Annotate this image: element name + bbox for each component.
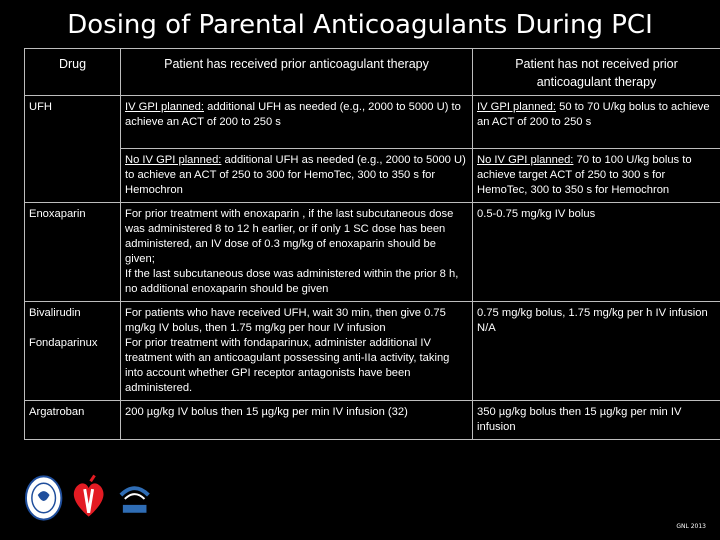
biv-fonda-prior	[121, 302, 473, 401]
aha-heart-logo	[69, 473, 108, 523]
society-logos	[24, 470, 154, 526]
no-gpi-planned-label: No IV GPI planned:	[125, 154, 222, 166]
header-prior: Patient has received prior anticoagulant therapy	[121, 49, 473, 96]
table-row	[25, 401, 720, 440]
header-no-prior: Patient has not received prior anticoagulant therapy	[473, 49, 720, 96]
drug-bivalirudin: Bivalirudin	[29, 307, 81, 319]
biv-fonda-no-prior	[473, 302, 720, 401]
dosing-table	[24, 48, 720, 440]
scai-logo	[115, 473, 154, 523]
header-row	[25, 49, 720, 96]
biv-no-prior: 0.75 mg/kg bolus, 1.75 mg/kg per h IV infusion	[477, 307, 708, 319]
footnote: GNL 2013	[676, 523, 706, 530]
arga-prior: 200 µg/kg IV bolus then 15 µg/kg per min IV infusion (32)	[121, 401, 473, 440]
table-row	[25, 96, 720, 149]
ufh-noprior-gpi-text: 50 to 70 U/kg bolus to achieve an ACT of 200 to 250 s	[477, 101, 710, 128]
enox-prior-text-b: If the last subcutaneous dose was administered within the prior 8 h, no additional enoxaparin should be given	[125, 268, 459, 295]
slide-title: Dosing of Parental Anticoagulants During PCI	[67, 10, 653, 40]
ufh-prior-nogpi	[121, 149, 473, 203]
drug-ufh: UFH	[25, 96, 121, 203]
table-row	[25, 302, 720, 401]
gpi-planned-label: IV GPI planned:	[125, 101, 204, 113]
table-row	[25, 203, 720, 302]
ufh-prior-nogpi-text: additional UFH as needed (e.g., 2000 to 5000 U) to achieve an ACT of 250 to 300 for HemoTec, 300 to 350 s for Hemochron	[125, 154, 466, 196]
header-drug: Drug	[25, 49, 121, 96]
acc-seal-logo	[24, 473, 63, 523]
ufh-noprior-nogpi-text: 70 to 100 U/kg bolus to achieve target ACT of 250 to 300 s for HemoTec, 300 to 350 s for Hemochron	[477, 154, 692, 196]
drug-bivalirudin-fondaparinux	[25, 302, 121, 401]
drug-enoxaparin: Enoxaparin	[25, 203, 121, 302]
ufh-noprior-nogpi	[473, 149, 720, 203]
ufh-prior-gpi	[121, 96, 473, 149]
biv-prior: For patients who have received UFH, wait 30 min, then give 0.75 mg/kg IV bolus, then 1.75 mg/kg per hour IV infusion	[125, 307, 446, 334]
fonda-no-prior: N/A	[477, 322, 496, 334]
enox-no-prior: 0.5-0.75 mg/kg IV bolus	[473, 203, 720, 302]
ufh-noprior-gpi	[473, 96, 720, 149]
ufh-prior-gpi-text: additional UFH as needed (e.g., 2000 to 5000 U) to achieve an ACT of 200 to 250 s	[125, 101, 461, 128]
fonda-prior: For prior treatment with fondaparinux, administer additional IV treatment with an anticoagulant possessing anti-IIa activity, taking into account whether GPI receptor antagonists have been administered.	[125, 337, 450, 394]
drug-argatroban: Argatroban	[25, 401, 121, 440]
enox-prior-text: For prior treatment with enoxaparin , if the last subcutaneous dose was administered 8 to 12 h earlier, or if only 1 SC dose has been administered, an IV dose of 0.3 mg/kg of enoxaparin should be given;	[125, 208, 454, 265]
no-gpi-planned-label: No IV GPI planned:	[477, 154, 574, 166]
table-row	[25, 149, 720, 203]
drug-fondaparinux: Fondaparinux	[29, 337, 98, 349]
enox-prior	[121, 203, 473, 302]
gpi-planned-label: IV GPI planned:	[477, 101, 556, 113]
arga-no-prior: 350 µg/kg bolus then 15 µg/kg per min IV infusion	[473, 401, 720, 440]
